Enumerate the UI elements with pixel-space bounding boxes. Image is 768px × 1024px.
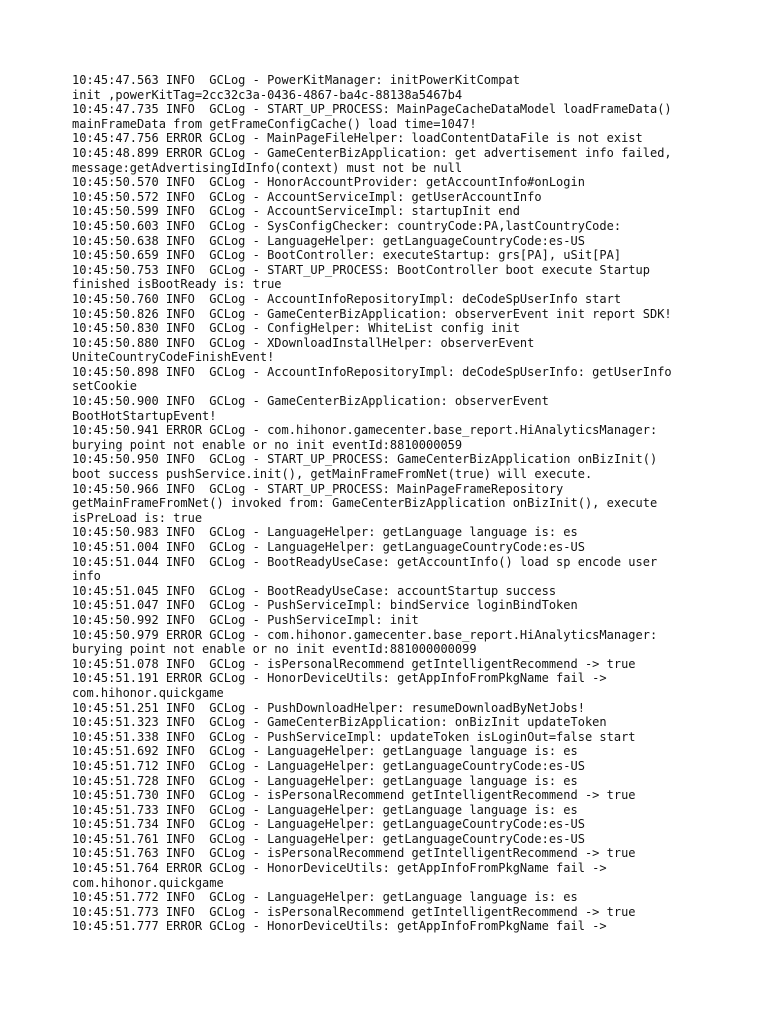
log-line: 10:45:51.251 INFO GCLog - PushDownloadHelper: resumeDownloadByNetJobs!: [72, 700, 585, 715]
log-line: 10:45:50.599 INFO GCLog - AccountServiceImpl: startupInit end: [72, 204, 520, 219]
log-line: 10:45:50.572 INFO GCLog - AccountServiceImpl: getUserAccountInfo: [72, 189, 542, 204]
log-line: 10:45:50.570 INFO GCLog - HonorAccountProvider: getAccountInfo#onLogin: [72, 175, 585, 190]
log-line: 10:45:50.603 INFO GCLog - SysConfigChecker: countryCode:PA,lastCountryCode:: [72, 218, 622, 233]
log-line: setCookie: [72, 379, 138, 394]
log-line: getMainFrameFromNet() invoked from: GameCenterBizApplication onBizInit(), execute: [72, 496, 658, 511]
log-line: 10:45:51.338 INFO GCLog - PushServiceImpl: updateToken isLoginOut=false start: [72, 729, 636, 744]
log-line: 10:45:50.753 INFO GCLog - START_UP_PROCESS: BootController boot execute Startup: [72, 262, 650, 277]
log-line: 10:45:51.763 INFO GCLog - isPersonalRecommend getIntelligentRecommend -> true: [72, 846, 636, 861]
log-line: 10:45:47.756 ERROR GCLog - MainPageFileHelper: loadContentDataFile is not exist: [72, 131, 643, 146]
log-line: info: [72, 569, 101, 584]
log-line: 10:45:51.712 INFO GCLog - LanguageHelper: getLanguageCountryCode:es-US: [72, 758, 585, 773]
log-line: 10:45:50.966 INFO GCLog - START_UP_PROCESS: MainPageFrameRepository: [72, 481, 564, 496]
log-line: isPreLoad is: true: [72, 510, 203, 525]
log-line: 10:45:51.764 ERROR GCLog - HonorDeviceUtils: getAppInfoFromPkgName fail ->: [72, 861, 607, 876]
log-line: mainFrameData from getFrameConfigCache() load time=1047!: [72, 116, 477, 131]
log-line: 10:45:50.941 ERROR GCLog - com.hihonor.gamecenter.base_report.HiAnalyticsManager:: [72, 423, 658, 438]
log-line: 10:45:51.761 INFO GCLog - LanguageHelper: getLanguageCountryCode:es-US: [72, 831, 585, 846]
log-line: 10:45:51.730 INFO GCLog - isPersonalRecommend getIntelligentRecommend -> true: [72, 788, 636, 803]
log-line: 10:45:50.826 INFO GCLog - GameCenterBizApplication: observerEvent init report SDK!: [72, 306, 672, 321]
log-line: com.hihonor.quickgame: [72, 685, 224, 700]
log-line: burying point not enable or no init eventId:881000000099: [72, 642, 477, 657]
log-line: 10:45:51.777 ERROR GCLog - HonorDeviceUtils: getAppInfoFromPkgName fail ->: [72, 919, 607, 934]
log-line: init ,powerKitTag=2cc32c3a-0436-4867-ba4c-88138a5467b4: [72, 87, 463, 102]
log-line: 10:45:51.734 INFO GCLog - LanguageHelper: getLanguageCountryCode:es-US: [72, 817, 585, 832]
log-line: 10:45:50.983 INFO GCLog - LanguageHelper: getLanguage language is: es: [72, 525, 578, 540]
log-line: burying point not enable or no init eventId:8810000059: [72, 437, 463, 452]
log-line: 10:45:50.898 INFO GCLog - AccountInfoRepositoryImpl: deCodeSpUserInfo: getUserInfo: [72, 364, 672, 379]
log-line: 10:45:50.979 ERROR GCLog - com.hihonor.gamecenter.base_report.HiAnalyticsManager:: [72, 627, 658, 642]
log-line: boot success pushService.init(), getMainFrameFromNet(true) will execute.: [72, 467, 593, 482]
log-line: 10:45:51.323 INFO GCLog - GameCenterBizApplication: onBizInit updateToken: [72, 715, 607, 730]
log-line: 10:45:50.659 INFO GCLog - BootController: executeStartup: grs[PA], uSit[PA]: [72, 248, 622, 263]
log-line: 10:45:51.773 INFO GCLog - isPersonalRecommend getIntelligentRecommend -> true: [72, 904, 636, 919]
log-line: message:getAdvertisingIdInfo(context) must not be null: [72, 160, 463, 175]
log-line: 10:45:50.880 INFO GCLog - XDownloadInstallHelper: observerEvent: [72, 335, 535, 350]
log-line: 10:45:50.830 INFO GCLog - ConfigHelper: WhiteList config init: [72, 321, 520, 336]
log-line: 10:45:51.004 INFO GCLog - LanguageHelper: getLanguageCountryCode:es-US: [72, 540, 585, 554]
log-line: 10:45:50.638 INFO GCLog - LanguageHelper: getLanguageCountryCode:es-US: [72, 233, 585, 248]
log-line: 10:45:51.772 INFO GCLog - LanguageHelper: getLanguage language is: es: [72, 890, 578, 905]
log-line: 10:45:51.692 INFO GCLog - LanguageHelper: getLanguage language is: es: [72, 744, 578, 759]
log-line: 10:45:50.992 INFO GCLog - PushServiceImpl: init: [72, 612, 419, 627]
log-line: 10:45:50.760 INFO GCLog - AccountInfoRepositoryImpl: deCodeSpUserInfo start: [72, 291, 622, 306]
log-line: 10:45:51.733 INFO GCLog - LanguageHelper: getLanguage language is: es: [72, 802, 578, 817]
log-line: 10:45:51.078 INFO GCLog - isPersonalRecommend getIntelligentRecommend -> true: [72, 656, 636, 671]
log-line: 10:45:51.047 INFO GCLog - PushServiceImpl: bindService loginBindToken: [72, 598, 578, 613]
log-line: 10:45:50.900 INFO GCLog - GameCenterBizApplication: observerEvent: [72, 394, 549, 409]
log-line: 10:45:47.735 INFO GCLog - START_UP_PROCESS: MainPageCacheDataModel loadFrameData(): [72, 102, 672, 117]
log-line: 10:45:47.563 INFO GCLog - PowerKitManager: initPowerKitCompat: [72, 73, 520, 87]
log-line: finished isBootReady is: true: [72, 277, 282, 292]
log-line: 10:45:51.728 INFO GCLog - LanguageHelper: getLanguage language is: es: [72, 773, 578, 788]
log-line: 10:45:51.044 INFO GCLog - BootReadyUseCase: getAccountInfo() load sp encode user: [72, 554, 658, 569]
log-line: com.hihonor.quickgame: [72, 875, 224, 890]
log-line: 10:45:48.899 ERROR GCLog - GameCenterBizApplication: get advertisement info failed,: [72, 145, 672, 160]
log-line: 10:45:51.045 INFO GCLog - BootReadyUseCase: accountStartup success: [72, 583, 557, 598]
log-line: UniteCountryCodeFinishEvent!: [72, 350, 275, 365]
log-line: 10:45:50.950 INFO GCLog - START_UP_PROCESS: GameCenterBizApplication onBizInit(): [72, 452, 658, 467]
log-line: 10:45:51.191 ERROR GCLog - HonorDeviceUtils: getAppInfoFromPkgName fail ->: [72, 671, 607, 686]
log-line: BootHotStartupEvent!: [72, 408, 217, 423]
log-text-block: [72, 73, 768, 934]
